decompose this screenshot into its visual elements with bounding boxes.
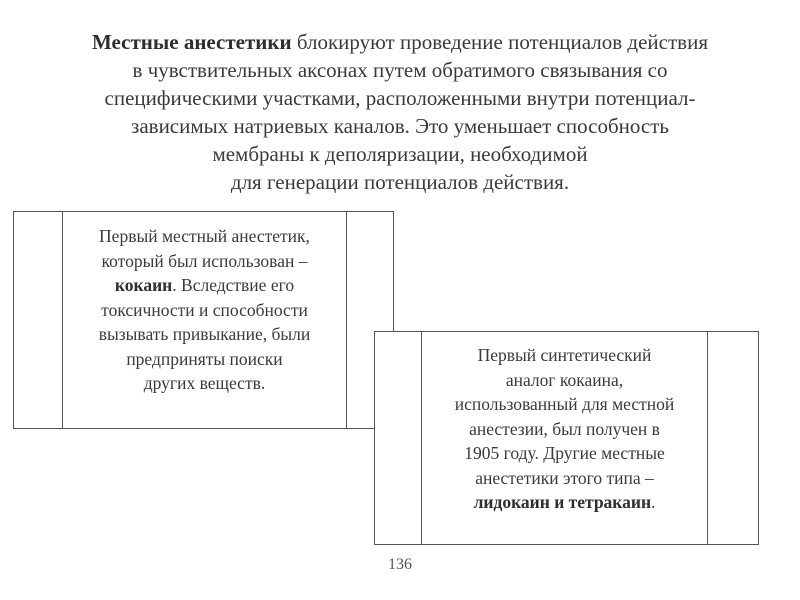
cocaine-card-text: Первый местный анестетик, который был использован – кокаин. Вследствие его токсичности и способности вызывать привыкание, были предприняты поиски других веществ. <box>98 226 311 393</box>
intro-line-4: зависимых натриевых каналов. Это уменьшает способность <box>131 114 669 138</box>
synthetic-card-text: Первый синтетический аналог кокаина, использованный для местной анестезии, был получен в 1905 году. Другие местные анестетики этого типа – лидокаин и тетракаин. <box>454 345 675 512</box>
bold-term-local-anesthetics: Местные анестетики <box>92 30 292 54</box>
page-number: 136 <box>388 556 412 573</box>
intro-line-5: мембраны к деполяризации, необходимой <box>212 142 588 166</box>
card-right-margin <box>707 332 758 544</box>
cocaine-info-card <box>13 211 394 429</box>
intro-line-2: в чувствительных аксонах путем обратимого связывания со <box>132 58 668 82</box>
card-left-margin <box>14 212 63 428</box>
intro-paragraph <box>10 28 790 196</box>
synthetic-analog-card <box>374 331 759 545</box>
card-left-margin <box>375 332 422 544</box>
intro-line-6: для генерации потенциалов действия. <box>230 170 570 194</box>
bold-term-lidocaine-tetracaine: лидокаин и тетракаин <box>473 492 652 512</box>
intro-line-1: Местные анестетики блокируют проведение потенциалов действия <box>92 30 708 54</box>
bold-term-cocaine: кокаин <box>114 275 173 295</box>
intro-line-3: специфическими участками, расположенными внутри потенциал- <box>104 86 696 110</box>
